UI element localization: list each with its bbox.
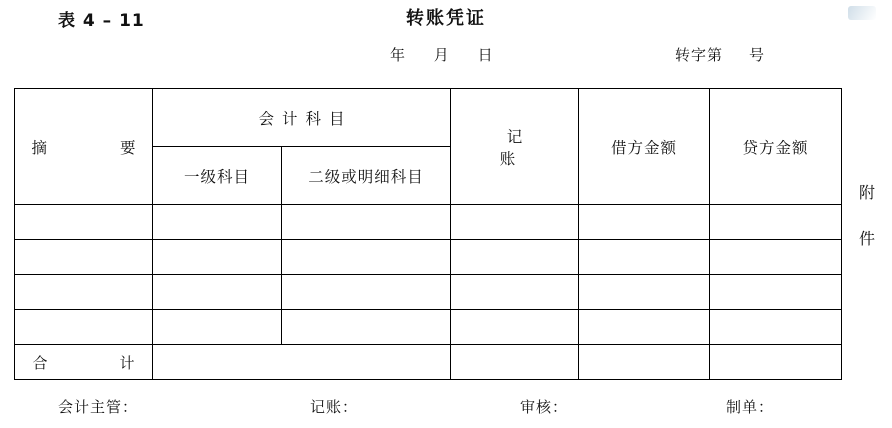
table-row[interactable] — [15, 205, 842, 240]
cell-account-second[interactable] — [282, 240, 451, 275]
cell-debit[interactable] — [579, 205, 710, 240]
cell-account-second[interactable] — [282, 310, 451, 345]
column-header-account-second — [282, 147, 451, 205]
column-header-summary — [15, 89, 153, 205]
column-header-posting-label: 记 账 — [499, 127, 596, 168]
cell-debit[interactable] — [579, 240, 710, 275]
cell-account-first[interactable] — [153, 205, 282, 240]
voucher-number-line — [675, 44, 765, 65]
total-account-cell[interactable] — [153, 345, 451, 380]
signature-accountant-in-charge: 会计主管： — [58, 398, 139, 416]
column-header-account-second-label: 二级或明细科目 — [308, 167, 424, 186]
cell-account-first[interactable] — [153, 275, 282, 310]
table-number: 表 4 – 11 — [58, 11, 145, 31]
cell-credit[interactable] — [710, 310, 842, 345]
cell-summary[interactable] — [15, 310, 153, 345]
date-month-label: 月 — [433, 46, 450, 64]
cell-credit[interactable] — [710, 275, 842, 310]
table-header-row-1 — [15, 89, 842, 147]
column-header-account-first-label: 一级科目 — [183, 167, 250, 186]
cell-posting[interactable] — [451, 240, 579, 275]
table-total-row[interactable] — [15, 345, 842, 380]
column-header-credit — [710, 89, 842, 205]
column-header-debit — [579, 89, 710, 205]
total-debit-cell[interactable] — [579, 345, 710, 380]
table-row[interactable] — [15, 240, 842, 275]
total-credit-cell[interactable] — [710, 345, 842, 380]
date-line — [390, 44, 516, 65]
voucher-number-label: 转字第 — [675, 46, 724, 64]
table-row[interactable] — [15, 275, 842, 310]
total-label: 合 计 — [32, 353, 149, 372]
attachment-note-line-2: 件 — [858, 229, 875, 248]
cell-summary[interactable] — [15, 240, 153, 275]
cell-account-second[interactable] — [282, 275, 451, 310]
column-header-debit-label: 借方金额 — [611, 138, 678, 157]
cell-posting[interactable] — [451, 275, 579, 310]
attachment-note — [856, 170, 878, 262]
cell-summary[interactable] — [15, 275, 153, 310]
table-row[interactable] — [15, 310, 842, 345]
voucher-number-suffix: 号 — [749, 46, 766, 64]
column-header-account-first — [153, 147, 282, 205]
voucher-table — [14, 88, 842, 380]
column-header-credit-label: 贷方金额 — [742, 138, 809, 157]
date-year-label: 年 — [390, 46, 407, 64]
attachment-note-line-1: 附 — [858, 183, 875, 202]
column-header-posting — [451, 89, 596, 205]
column-header-summary-label: 摘 要 — [31, 138, 150, 157]
cell-posting[interactable] — [451, 205, 579, 240]
cell-account-first[interactable] — [153, 240, 282, 275]
column-header-account-group — [153, 89, 451, 147]
signature-preparer: 制单： — [726, 398, 775, 416]
cell-debit[interactable] — [579, 310, 710, 345]
cell-summary[interactable] — [15, 205, 153, 240]
cell-credit[interactable] — [710, 240, 842, 275]
signature-bookkeeper: 记账： — [310, 398, 359, 416]
signature-row — [14, 396, 841, 420]
signature-auditor: 审核： — [520, 398, 569, 416]
total-posting-cell[interactable] — [451, 345, 579, 380]
cell-account-first[interactable] — [153, 310, 282, 345]
column-header-account-group-label: 会计科目 — [258, 109, 353, 128]
total-label-cell — [15, 345, 153, 380]
cell-credit[interactable] — [710, 205, 842, 240]
cell-debit[interactable] — [579, 275, 710, 310]
document-title: 转账凭证 — [406, 8, 486, 29]
date-day-label: 日 — [477, 46, 494, 64]
cell-posting[interactable] — [451, 310, 579, 345]
cell-account-second[interactable] — [282, 205, 451, 240]
